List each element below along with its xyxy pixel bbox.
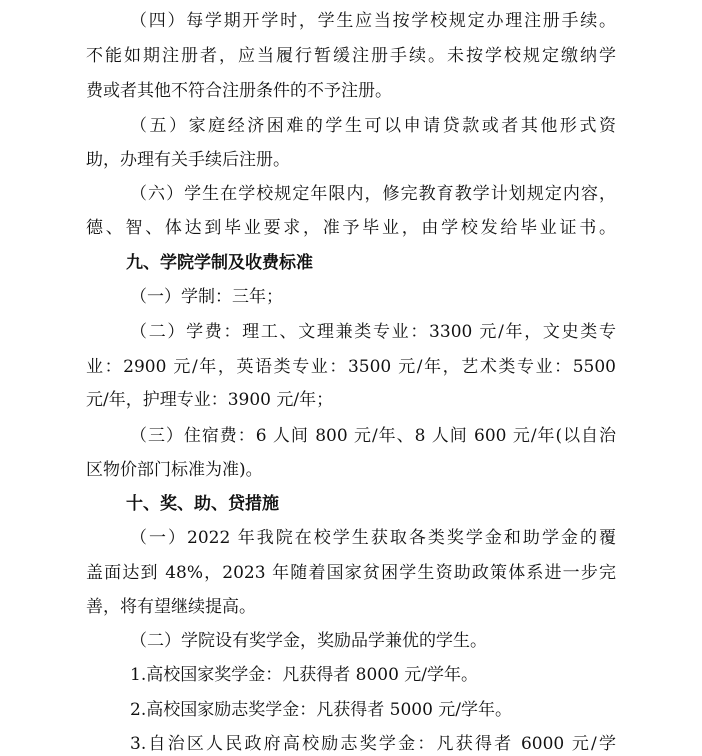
paragraph-scholarship-coverage-line1: （一）2022 年我院在校学生获取各类奖学金和助学金的覆 [130,528,616,548]
paragraph-tuition-line1: （二）学费：理工、文理兼类专业：3300 元/年，文史类专 [130,322,616,342]
paragraph-accommodation-line2: 区物价部门标准为准)。 [86,460,263,480]
paragraph-registration-line1: （四）每学期开学时，学生应当按学校规定办理注册手续。 [130,11,616,31]
paragraph-accommodation-line1: （三）住宿费：6 人间 800 元/年、8 人间 600 元/年(以自治 [130,426,616,446]
paragraph-tuition-line2: 业：2900 元/年，英语类专业：3500 元/年，艺术类专业：5500 [86,357,616,377]
paragraph-scholarship-coverage-line3: 善，将有望继续提高。 [86,597,256,617]
paragraph-tuition-line3: 元/年，护理专业：3900 元/年； [86,390,334,410]
paragraph-scholarship-coverage-line2: 盖面达到 48%，2023 年随着国家贫困学生资助政策体系进一步完 [86,563,616,583]
paragraph-loan-line1: （五）家庭经济困难的学生可以申请贷款或者其他形式资 [130,116,616,136]
paragraph-duration: （一）学制：三年； [130,287,283,307]
list-item-national-scholarship: 1.高校国家奖学金：凡获得者 8000 元/学年。 [130,665,479,685]
paragraph-scholarship-intro: （二）学院设有奖学金，奖励品学兼优的学生。 [130,631,487,651]
section-heading-aid: 十、奖、助、贷措施 [126,494,279,514]
paragraph-graduation-line1: （六）学生在学校规定年限内，修完教育教学计划规定内容， [130,184,616,204]
list-item-regional-scholarship: 3.自治区人民政府高校励志奖学金：凡获得者 6000 元/学 [130,734,616,754]
list-item-national-encouragement-scholarship: 2.高校国家励志奖学金：凡获得者 5000 元/学年。 [130,700,513,720]
paragraph-registration-line3: 费或者其他不符合注册条件的不予注册。 [86,81,392,101]
paragraph-registration-line2: 不能如期注册者，应当履行暂缓注册手续。未按学校规定缴纳学 [86,46,616,66]
section-heading-tuition: 九、学院学制及收费标准 [126,253,313,273]
paragraph-graduation-line2: 德、智、体达到毕业要求，准予毕业，由学校发给毕业证书。 [86,218,616,238]
paragraph-loan-line2: 助，办理有关手续后注册。 [86,150,290,170]
